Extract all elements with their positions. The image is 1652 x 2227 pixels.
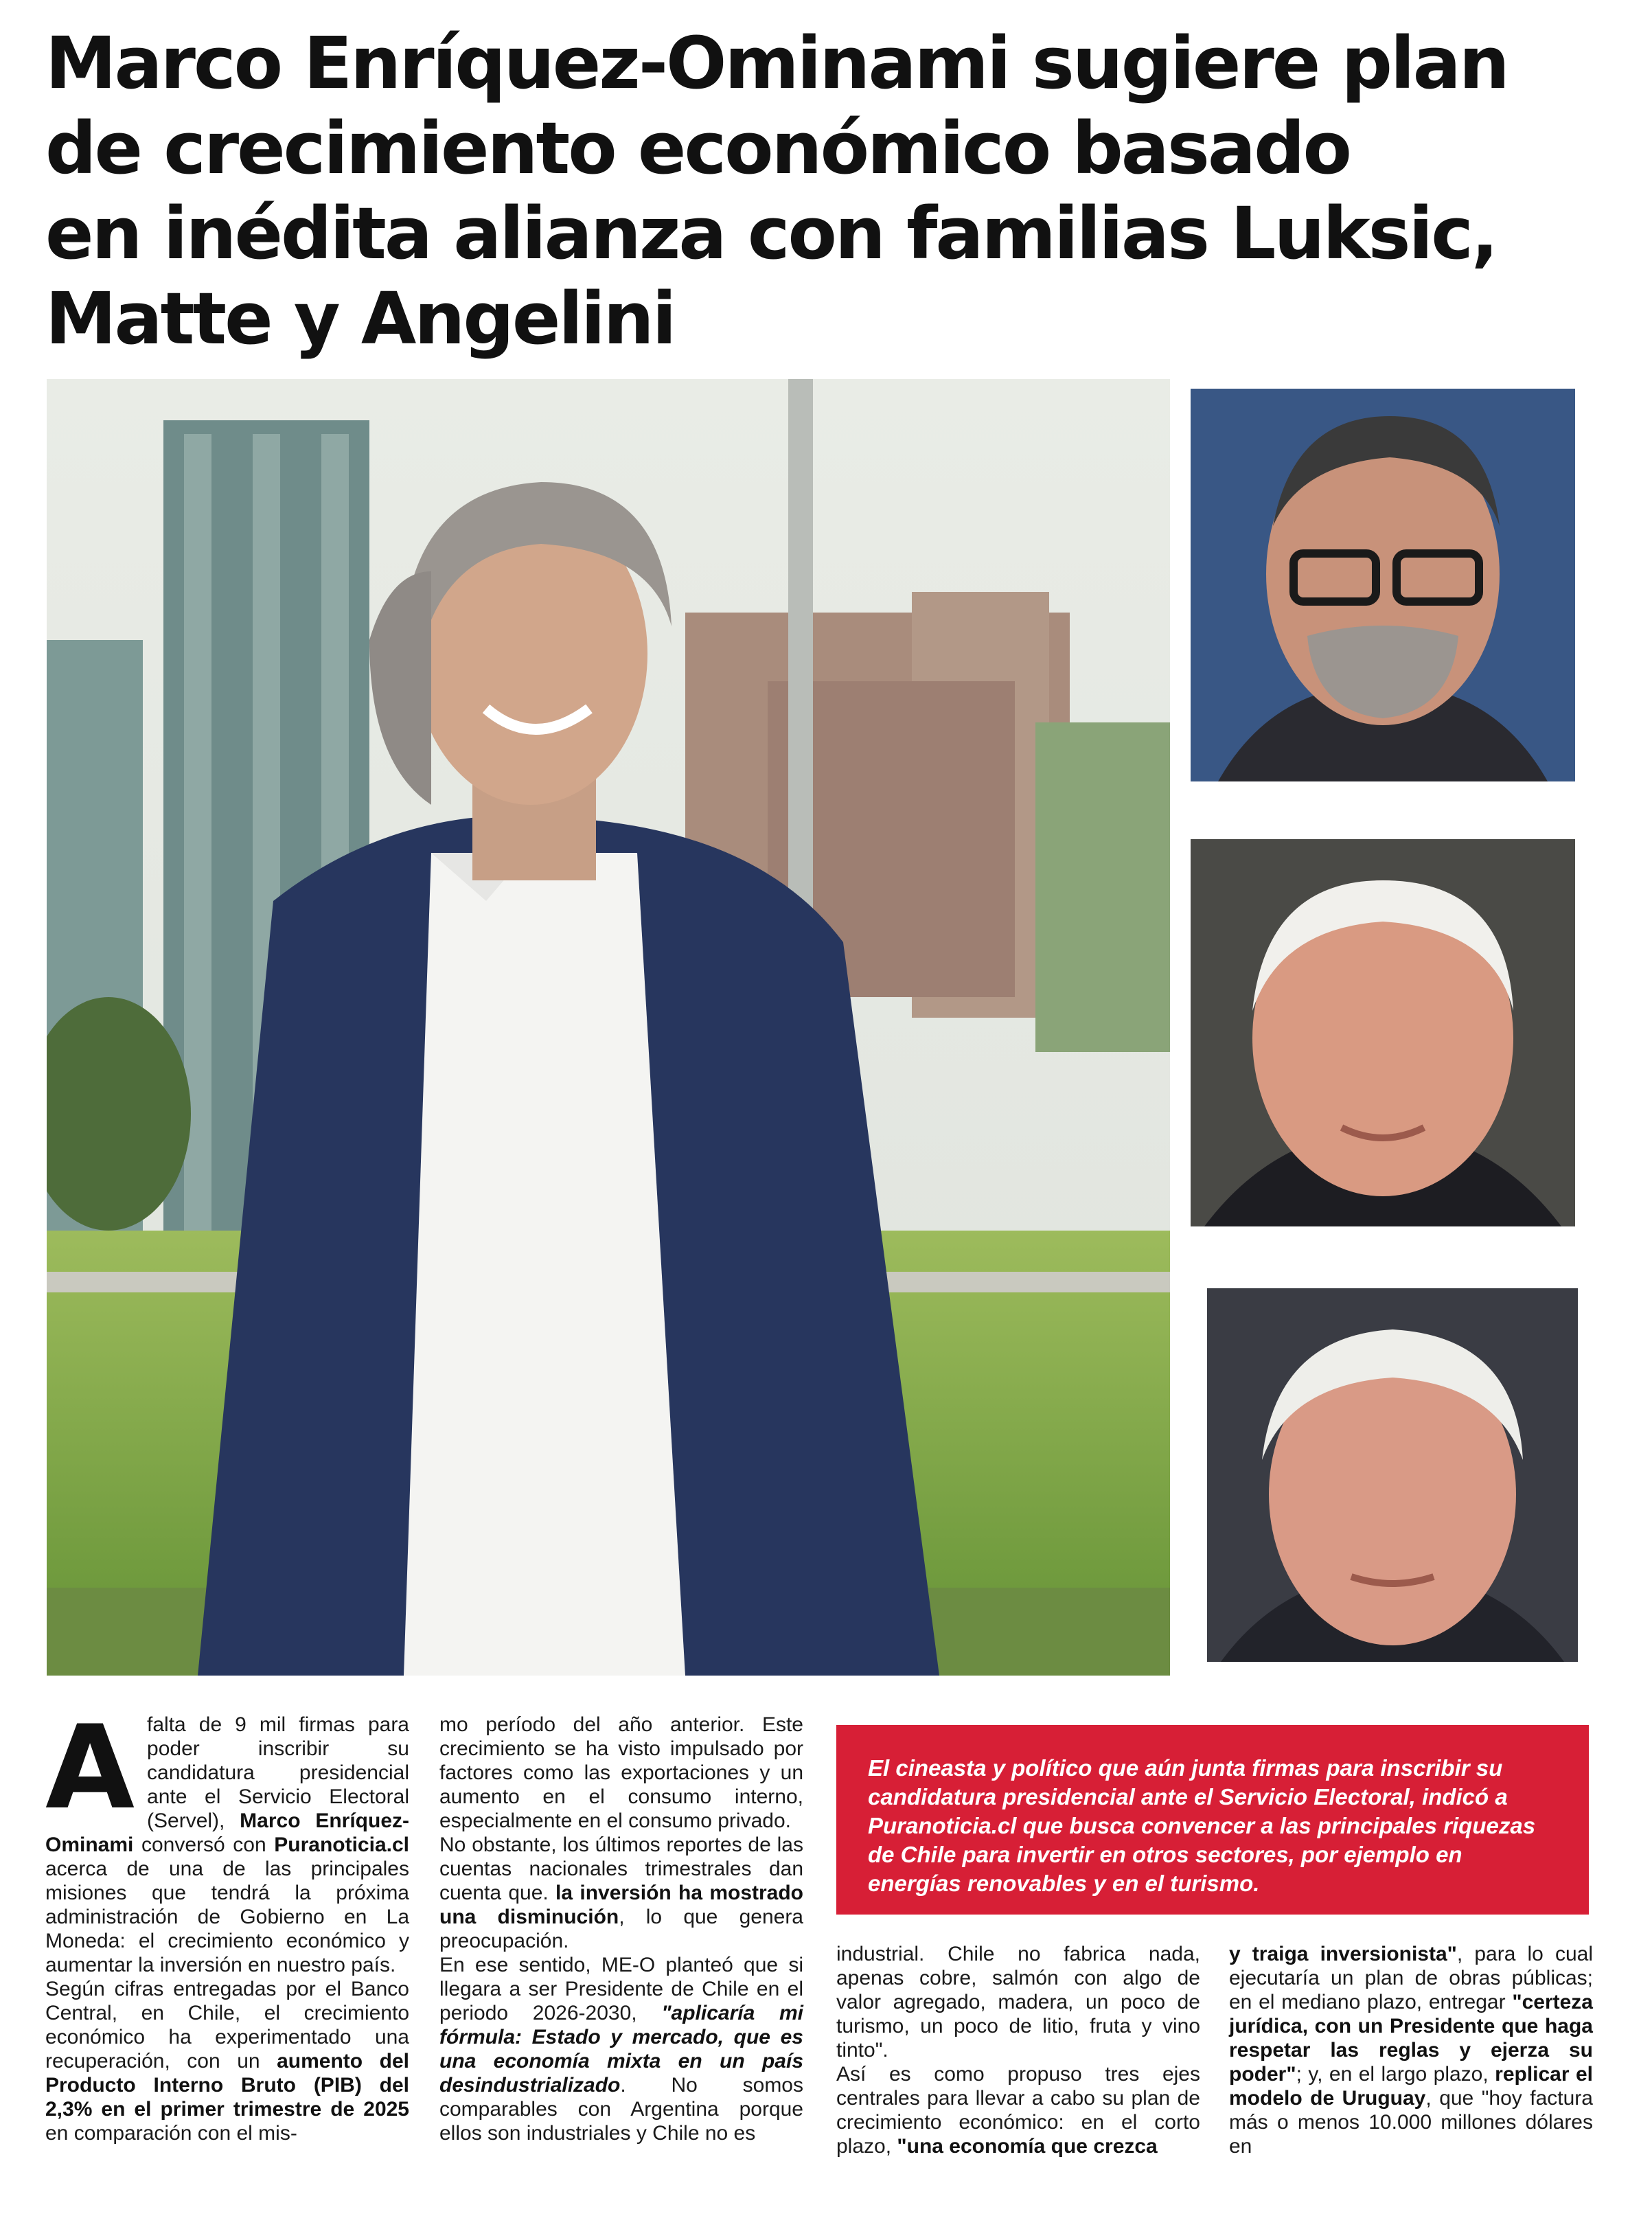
headline [45,21,1611,361]
col3-paragraph-2 [836,2062,1200,2158]
col1-p2-text-a: Según cifras entregadas por el Banco Central, en Chile, el crecimiento económico ha experimentado una recuperación, con un [45,1978,409,2072]
col2-p2-bold: la inversión ha mostrado una disminución [439,1882,803,1928]
col4-p1-text-c: , que "hoy factura más o menos 10.000 millones dólares en [1229,2087,1593,2158]
article-column-3 [836,1942,1200,2158]
col1-paragraph-2 [45,1977,409,2145]
col2-paragraph-1: mo período del año anterior. Este crecimiento se ha visto impulsado por factores como las exportaciones y un aumento en el consumo interno, especialmente en el consumo privado. [439,1713,803,1832]
col2-paragraph-3 [439,1953,803,2145]
portrait-middle [1191,839,1575,1226]
col3-paragraph-1: industrial. Chile no fabrica nada, apenas cobre, salmón con algo de valor agregado, madera, un poco de turismo, un poco de litio, fruta y vino tinto". [836,1943,1200,2062]
col2-p3-text-b: . No somos comparables con Argentina porque ellos son industriales y Chile no es [439,2074,803,2145]
col4-p1-text-a: , para lo cual ejecutaría un plan de obras públicas; en el mediano plazo, entregar [1229,1943,1593,2013]
col1-p2-bold: aumento del Producto Interno Bruto (PIB) del 2,3% en el primer trimestre de 2025 [45,2050,409,2121]
col4-p1-bold-c: replicar el modelo de Uruguay [1229,2063,1593,2110]
headline-line-2: de crecimiento económico basado [45,106,1350,190]
col1-p1-name: Marco Enríquez-Ominami [45,1809,409,1856]
col2-p3-text-a: En ese sentido, ME-O planteó que si llegara a ser Presidente de Chile en el periodo 2026-2030, [439,1954,803,2024]
col4-paragraph-1 [1229,1942,1593,2158]
col2-paragraph-2 [439,1833,803,1953]
col2-p3-quote: "aplicaría mi fórmula: Estado y mercado, que es una economía mixta en un país desindustrializado [439,2002,803,2097]
headline-line-1: Marco Enríquez-Ominami sugiere plan [45,21,1508,105]
col4-p1-text-b: ; y, en el largo plazo, [1296,2063,1495,2086]
headline-line-4: Matte y Angelini [45,277,675,361]
col1-p1-text-a: falta de 9 mil firmas para poder inscribir su candidatura presidencial ante el Servicio Electoral (Servel), [147,1713,409,1832]
col1-p2-text-b: en comparación con el mis- [45,2122,297,2145]
article-column-1 [45,1700,409,2145]
col3-p2-bold: "una economía que crezca [897,2135,1158,2158]
article-column-4 [1229,1942,1593,2158]
headline-line-3: en inédita alianza con familias Luksic, [45,192,1497,275]
col1-p1-text-b: conversó con [133,1834,275,1856]
main-photo [47,379,1170,1676]
portrait-top [1191,389,1575,781]
col2-p2-text-a: No obstante, los últimos reportes de las cuentas nacionales trimestrales dan cuenta que. [439,1834,803,1904]
col3-p2-text: Así es como propuso tres ejes centrales para llevar a cabo su plan de crecimiento económico: en el corto plazo, [836,2063,1200,2158]
col2-p2-text-b: , lo que genera preocupación. [439,1906,803,1952]
drop-cap: A [45,1700,135,1835]
callout-box [836,1725,1589,1915]
col4-p1-bold-b: "certeza jurídica, con un Presidente que haga respetar las reglas y ejerza su poder" [1229,1991,1593,2086]
col4-p1-bold-a: y traiga inversionista" [1229,1943,1457,1965]
article-column-2 [439,1713,803,2145]
col1-p1-site: Puranoticia.cl [274,1834,409,1856]
col1-p1-text-c: acerca de una de las principales misiones que tendrá la próxima administración de Gobierno en La Moneda: el crecimiento económico y aumentar la inversión en nuestro país. [45,1858,409,1976]
portrait-bottom [1207,1288,1578,1662]
callout-text: El cineasta y político que aún junta firmas para inscribir su candidatura presidencial ante el Servicio Electoral, indicó a Puranoticia.cl que busca convencer a las principales riquezas de Chile para invertir en otros sectores, por ejemplo en energías renovables y en el turismo. [868,1755,1536,1896]
